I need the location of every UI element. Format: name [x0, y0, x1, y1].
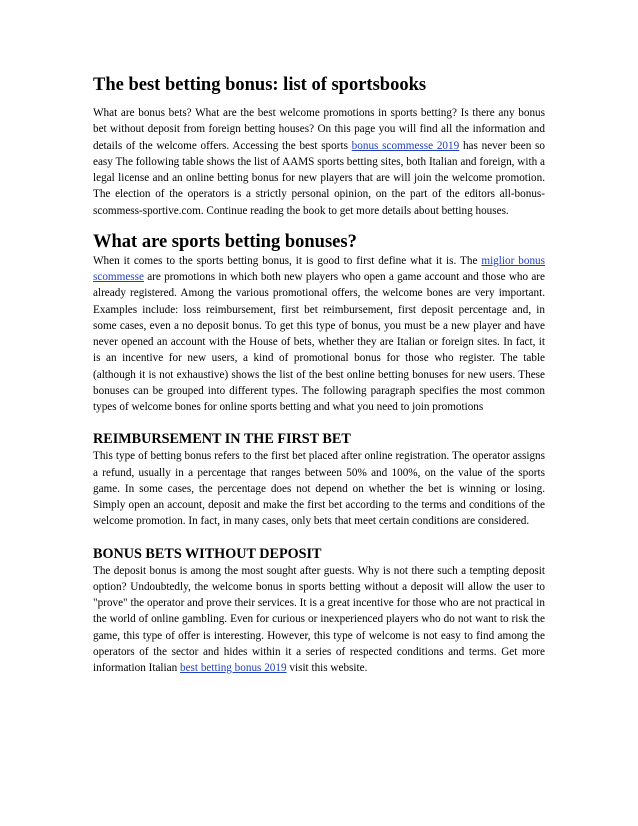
section-paragraph-sports-betting-bonuses — [93, 253, 545, 416]
best-betting-bonus-2019-link[interactable]: best betting bonus 2019 — [180, 662, 287, 674]
section-1-text-start: When it comes to the sports betting bonus, it is good to first define what it is. The — [93, 254, 482, 267]
intro-text-end: has never been so easy The following table shows the list of AAMS sports betting sites, both Italian and foreign, with a legal license and an online betting bonus for new players that are will join the welcome promotion. The election of the operators is a strictly personal opinion, on the part of the editors all-bonus-scommess-sportive.com. Continue reading the book to get more details about betting houses. — [93, 139, 545, 217]
document-page — [93, 74, 545, 676]
section-paragraph-bonus-without-deposit — [93, 563, 545, 677]
section-heading-sports-betting-bonuses: What are sports betting bonuses? — [93, 231, 357, 252]
section-paragraph-reimbursement: This type of betting bonus refers to the first bet placed after online registration. The operator assigns a refund, usually in a percentage that ranges between 50% and 100%, on the value of the sports game. In some cases, the percentage does not depend on whether the bet is winning or losing. Simply open an account, deposit and make the first bet according to the terms and conditions of the welcome promotion. In fact, in many cases, only bets that meet certain conditions are considered. — [93, 450, 545, 528]
miglior-bonus-scommesse-link[interactable]: miglior bonus scommesse — [93, 254, 545, 283]
section-1-text-end: are promotions in which both new players who open a game account and those who are already registered. Among the various promotional offers, the welcome bones are very important. Examples include: loss reimbursement, first bet reimbursement, first deposit percentage and, in some cases, even a no deposit bonus. To get this type of bonus, you must be a new player and have never opened an account with the House of bets, whether they are Italian or foreign sites. In fact, it is an incentive for new users, a kind of promotional bonus for those who register. The table (although it is not exhaustive) shows the list of the best online betting bonuses for new users. These bonuses can be grouped into different types. The following paragraph specifies the most common types of welcome bones for online sports betting and what you need to join promotions — [93, 271, 545, 413]
intro-paragraph — [93, 105, 545, 219]
section-heading-bonus-without-deposit: BONUS BETS WITHOUT DEPOSIT — [93, 545, 322, 562]
intro-text-start: What are bonus bets? What are the best welcome promotions in sports betting? Is there any bonus bet without deposit from foreign betting houses? On this page you will find all the information and details of the welcome offers. Accessing the best sports — [93, 107, 545, 152]
section-heading-reimbursement: REIMBURSEMENT IN THE FIRST BET — [93, 431, 351, 448]
bonus-scommesse-2019-link[interactable]: bonus scommesse 2019 — [351, 139, 460, 152]
section-3-text-end: visit this website. — [286, 662, 368, 674]
section-3-text-start: The deposit bonus is among the most sought after guests. Why is not there such a tempting deposit option? Undoubtedly, the welcome bonus in sports betting without a deposit will allow the user to "prove" the operator and prove their services. It is a great incentive for those who are not practical in the world of online gambling. Even for curious or inexperienced players who do not want to risk the game, this type of offer is interesting. However, this type of welcome is not easy to find among the operators of the sector and hides within it a series of respected conditions and terms. Get more information Italian — [93, 564, 545, 674]
page-title: The best betting bonus: list of sportsbooks — [93, 75, 427, 95]
